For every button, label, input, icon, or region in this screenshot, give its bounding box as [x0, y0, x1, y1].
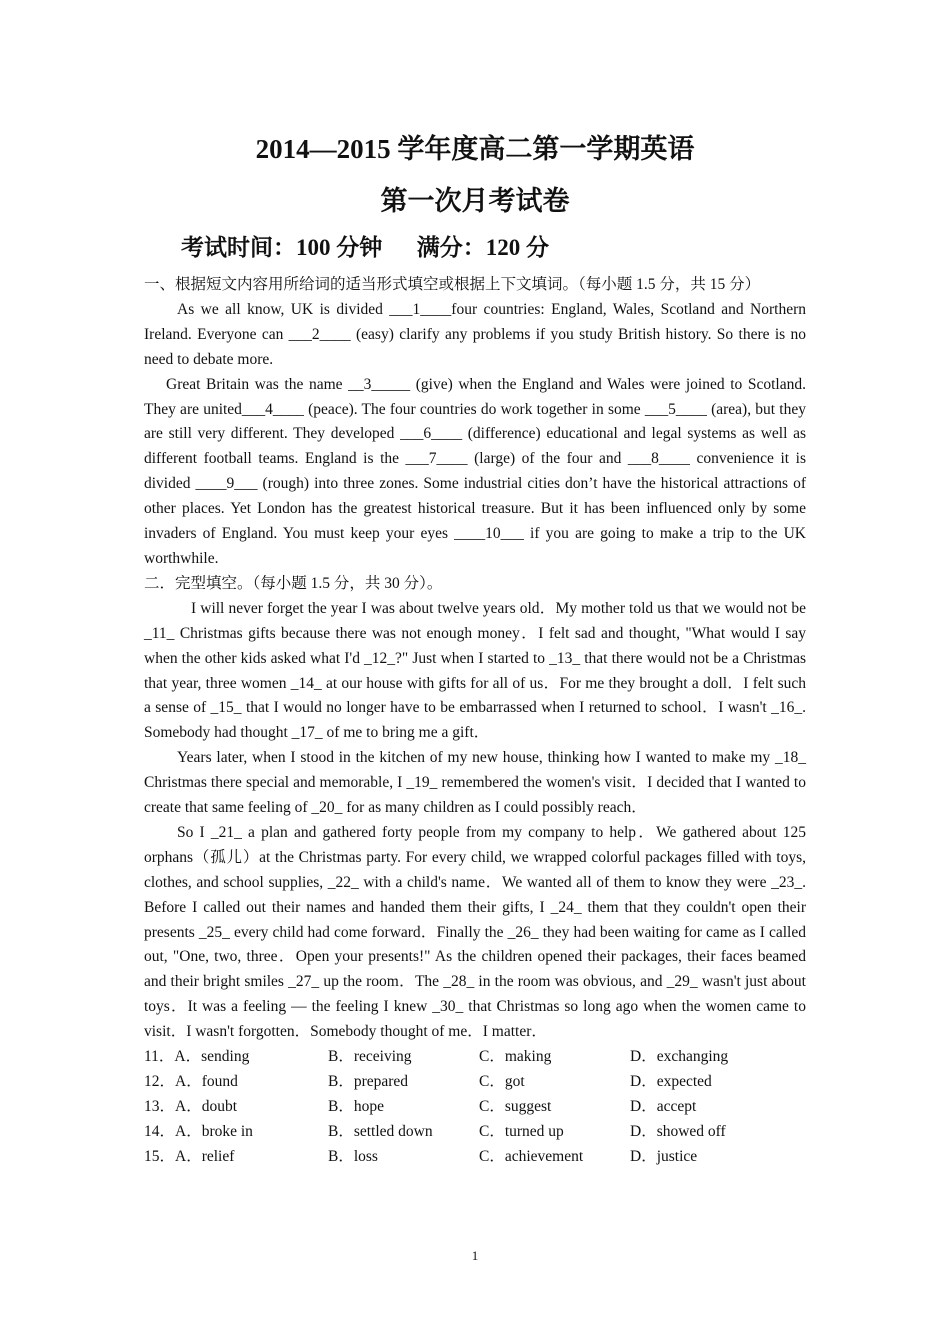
option-d: D．accept — [630, 1097, 697, 1115]
section-2-paragraph-1: I will never forget the year I was about twelve years old．My mother told us that we would not be _11_ Christmas gifts because there was not enough money．I felt sad and thought, "What would I say when the other kids asked what I'd _12_?" Just when I started to _13_ that there would not be a Christmas that year, three women _14_ at our house with gifts for all of us．For me they brought a doll．I felt such a sense of _15_ that I would no longer have to be embarrassed when I returned to school．I wasn't _16_. Somebody had thought _17_ of me to bring me a gift． — [144, 599, 806, 742]
section-2-heading: 二．完型填空。（每小题 1.5 分，共 30 分）。 — [144, 574, 443, 592]
document-body — [144, 273, 806, 1170]
option-a: 15．A．relief — [144, 1147, 235, 1165]
title-line-2: 第一次月考试卷 — [380, 186, 570, 216]
option-d: D．justice — [630, 1147, 698, 1165]
option-c: C．achievement — [479, 1147, 584, 1165]
option-row-13 — [144, 1095, 806, 1120]
option-c: C．turned up — [479, 1122, 564, 1140]
option-d: D．exchanging — [630, 1048, 729, 1066]
option-row-14 — [144, 1120, 806, 1145]
option-b: B．receiving — [328, 1048, 412, 1066]
exam-info: 考试时间：100 分钟 满分：120 分 — [181, 235, 549, 260]
section-1-paragraph-1: As we all know, UK is divided ___1____four countries: England, Wales, Scotland and Northern Ireland. Everyone can ___2____ (easy) clarify any problems if you study British history. So there is no need to debate more. — [144, 300, 806, 368]
options-list — [144, 1045, 806, 1169]
title-line-1: 2014—2015 学年度高二第一学期英语 — [255, 134, 695, 164]
option-b: B．loss — [328, 1147, 378, 1165]
section-1-paragraph-2: Great Britain was the name __3_____ (give) when the England and Wales were joined to Scotland. They are united___4____ (peace). The four countries do work together in some ___5____ (area), but they are still very different. They developed ___6____ (difference) educational and legal systems as well as different football teams. England is the ___7____ (large) of the four and ___8____ convenience it is divided ____9___ (rough) into three zones. Some industrial cities don’t have the historical attractions of other places. Yet London has the greatest historical treasure. But it has been influenced only by some invaders of England. You must keep your eyes ____10___ if you are going to make a trip to the UK worthwhile. — [144, 375, 806, 567]
option-d: D．expected — [630, 1072, 712, 1090]
option-a: 14．A．broke in — [144, 1122, 253, 1140]
option-a: 11．A．sending — [144, 1048, 250, 1066]
option-b: B．prepared — [328, 1072, 409, 1090]
option-d: D．showed off — [630, 1122, 726, 1140]
option-a: 12．A．found — [144, 1072, 238, 1090]
option-c: C．making — [479, 1048, 552, 1066]
section-2-paragraph-2: Years later, when I stood in the kitchen of my new house, thinking how I wanted to make my _18_ Christmas there special and memorable, I _19_ remembered the women's visit．I decided that I wanted to create that same feeling of _20_ for as many children as I could possibly reach． — [144, 749, 806, 817]
option-b: B．hope — [328, 1097, 384, 1115]
option-b: B．settled down — [328, 1122, 433, 1140]
page-number: 1 — [471, 1248, 479, 1263]
section-1-heading: 一、根据短文内容用所给词的适当形式填空或根据上下文填词。（每小题 1.5 分，共 15 分） — [144, 276, 761, 293]
option-row-11 — [144, 1045, 806, 1070]
section-2-paragraph-3: So I _21_ a plan and gathered forty people from my company to help．We gathered about 125 orphans（孤儿）at the Christmas party. For every child, we wrapped colorful packages filled with toys, clothes, and school supplies, _22_ with a child's name．We wanted all of them to know they were _23_. Before I called out their names and handed them their gifts, I _24_ them that they couldn't open their presents _25_ every child had come forward．Finally the _26_ they had been waiting for came as I called out, "One, two, three．Open your presents!" As the children opened their packages, their faces beamed and their bright smiles _27_ up the room．The _28_ in the room was obvious, and _29_ wasn't just about toys．It was a feeling — the feeling I knew _30_ that Christmas so long ago when the women came to visit．I wasn't forgotten．Somebody thought of me．I matter． — [144, 823, 806, 1041]
option-a: 13．A．doubt — [144, 1097, 238, 1115]
option-c: C．suggest — [479, 1097, 552, 1115]
option-row-12 — [144, 1070, 806, 1095]
option-c: C．got — [479, 1072, 525, 1090]
option-row-15 — [144, 1145, 806, 1170]
